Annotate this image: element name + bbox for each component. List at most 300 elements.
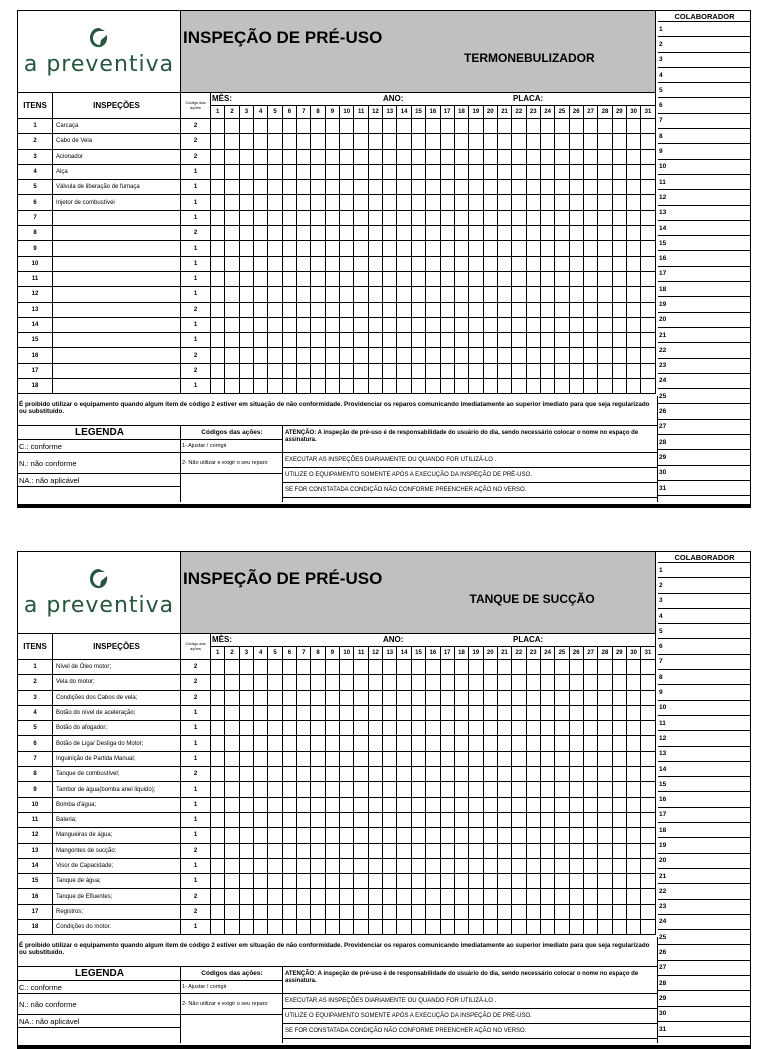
day-check-cell[interactable] [369,798,383,813]
day-check-cell[interactable] [570,706,584,721]
day-check-cell[interactable] [541,675,555,690]
day-check-cell[interactable] [354,675,368,690]
day-check-cell[interactable] [297,257,311,272]
day-check-cell[interactable] [441,226,455,241]
day-check-cell[interactable] [469,165,483,180]
day-check-cell[interactable] [240,859,254,874]
day-check-cell[interactable] [240,348,254,363]
day-check-cell[interactable] [598,828,612,843]
day-check-cell[interactable] [225,287,239,302]
day-check-cell[interactable] [283,844,297,859]
day-check-cell[interactable] [268,798,282,813]
day-check-cell[interactable] [555,119,569,134]
day-check-cell[interactable] [469,844,483,859]
day-check-cell[interactable] [254,798,268,813]
day-check-cell[interactable] [641,180,655,195]
day-check-cell[interactable] [584,706,598,721]
collaborator-signature-row[interactable]: 17 [658,267,751,282]
day-check-cell[interactable] [397,211,411,226]
day-check-cell[interactable] [641,211,655,226]
day-check-cell[interactable] [455,782,469,797]
day-check-cell[interactable] [484,379,498,394]
day-check-cell[interactable] [541,736,555,751]
day-check-cell[interactable] [570,691,584,706]
day-check-cell[interactable] [455,660,469,675]
day-check-cell[interactable] [426,364,440,379]
day-check-cell[interactable] [383,889,397,904]
day-check-cell[interactable] [369,721,383,736]
day-check-cell[interactable] [383,691,397,706]
day-check-cell[interactable] [254,767,268,782]
day-check-cell[interactable] [225,798,239,813]
day-check-cell[interactable] [469,859,483,874]
day-check-cell[interactable] [455,287,469,302]
day-check-cell[interactable] [369,303,383,318]
day-check-cell[interactable] [268,736,282,751]
day-check-cell[interactable] [283,859,297,874]
day-check-cell[interactable] [340,706,354,721]
day-check-cell[interactable] [397,195,411,210]
day-check-cell[interactable] [283,211,297,226]
day-check-cell[interactable] [412,828,426,843]
collaborator-signature-row[interactable]: 30 [658,466,751,481]
day-check-cell[interactable] [641,767,655,782]
day-check-cell[interactable] [354,767,368,782]
collaborator-signature-row[interactable]: 25 [658,389,751,404]
day-check-cell[interactable] [541,150,555,165]
day-check-cell[interactable] [326,736,340,751]
day-check-cell[interactable] [426,134,440,149]
day-check-cell[interactable] [426,119,440,134]
day-check-cell[interactable] [498,675,512,690]
day-check-cell[interactable] [311,134,325,149]
day-check-cell[interactable] [527,241,541,256]
day-check-cell[interactable] [211,150,225,165]
day-check-cell[interactable] [426,675,440,690]
day-check-cell[interactable] [555,660,569,675]
day-check-cell[interactable] [397,364,411,379]
day-check-cell[interactable] [527,706,541,721]
day-check-cell[interactable] [512,691,526,706]
day-check-cell[interactable] [397,165,411,180]
day-check-cell[interactable] [613,706,627,721]
day-check-cell[interactable] [570,226,584,241]
day-check-cell[interactable] [340,134,354,149]
day-check-cell[interactable] [268,303,282,318]
day-check-cell[interactable] [340,889,354,904]
day-check-cell[interactable] [469,675,483,690]
day-check-cell[interactable] [455,905,469,920]
day-check-cell[interactable] [555,844,569,859]
day-check-cell[interactable] [598,844,612,859]
day-check-cell[interactable] [397,318,411,333]
day-check-cell[interactable] [469,691,483,706]
day-check-cell[interactable] [369,272,383,287]
day-check-cell[interactable] [225,752,239,767]
day-check-cell[interactable] [541,119,555,134]
day-check-cell[interactable] [397,813,411,828]
day-check-cell[interactable] [369,782,383,797]
day-check-cell[interactable] [340,767,354,782]
day-check-cell[interactable] [555,889,569,904]
day-check-cell[interactable] [455,828,469,843]
collaborator-signature-row[interactable]: 5 [658,83,751,98]
day-check-cell[interactable] [512,211,526,226]
day-check-cell[interactable] [311,767,325,782]
day-check-cell[interactable] [613,675,627,690]
day-check-cell[interactable] [426,752,440,767]
day-check-cell[interactable] [627,691,641,706]
collaborator-signature-row[interactable]: 19 [658,838,751,853]
day-check-cell[interactable] [555,165,569,180]
day-check-cell[interactable] [254,859,268,874]
day-check-cell[interactable] [484,905,498,920]
collaborator-signature-row[interactable]: 22 [658,884,751,899]
day-check-cell[interactable] [555,180,569,195]
day-check-cell[interactable] [484,180,498,195]
day-check-cell[interactable] [254,379,268,394]
day-check-cell[interactable] [211,226,225,241]
day-check-cell[interactable] [541,211,555,226]
day-check-cell[interactable] [527,721,541,736]
collaborator-signature-row[interactable]: 14 [658,221,751,236]
day-check-cell[interactable] [498,706,512,721]
day-check-cell[interactable] [354,333,368,348]
day-check-cell[interactable] [225,333,239,348]
day-check-cell[interactable] [484,782,498,797]
day-check-cell[interactable] [268,318,282,333]
day-check-cell[interactable] [584,752,598,767]
day-check-cell[interactable] [412,150,426,165]
day-check-cell[interactable] [211,257,225,272]
day-check-cell[interactable] [484,706,498,721]
day-check-cell[interactable] [512,905,526,920]
day-check-cell[interactable] [412,241,426,256]
day-check-cell[interactable] [354,691,368,706]
day-check-cell[interactable] [311,195,325,210]
day-check-cell[interactable] [484,241,498,256]
day-check-cell[interactable] [426,889,440,904]
day-check-cell[interactable] [311,318,325,333]
day-check-cell[interactable] [340,348,354,363]
day-check-cell[interactable] [598,257,612,272]
day-check-cell[interactable] [441,348,455,363]
day-check-cell[interactable] [225,303,239,318]
day-check-cell[interactable] [326,134,340,149]
day-check-cell[interactable] [354,348,368,363]
day-check-cell[interactable] [326,813,340,828]
day-check-cell[interactable] [541,226,555,241]
day-check-cell[interactable] [268,691,282,706]
day-check-cell[interactable] [412,859,426,874]
day-check-cell[interactable] [598,364,612,379]
day-check-cell[interactable] [641,844,655,859]
day-check-cell[interactable] [211,905,225,920]
day-check-cell[interactable] [383,226,397,241]
day-check-cell[interactable] [297,920,311,935]
day-check-cell[interactable] [598,798,612,813]
day-check-cell[interactable] [354,257,368,272]
day-check-cell[interactable] [584,287,598,302]
day-check-cell[interactable] [268,675,282,690]
day-check-cell[interactable] [211,752,225,767]
day-check-cell[interactable] [484,134,498,149]
day-check-cell[interactable] [354,119,368,134]
day-check-cell[interactable] [283,813,297,828]
day-check-cell[interactable] [369,813,383,828]
day-check-cell[interactable] [211,920,225,935]
day-check-cell[interactable] [240,150,254,165]
day-check-cell[interactable] [254,134,268,149]
day-check-cell[interactable] [383,706,397,721]
day-check-cell[interactable] [254,675,268,690]
day-check-cell[interactable] [326,920,340,935]
day-check-cell[interactable] [240,119,254,134]
collaborator-signature-row[interactable]: 4 [658,68,751,83]
day-check-cell[interactable] [283,348,297,363]
day-check-cell[interactable] [211,736,225,751]
day-check-cell[interactable] [469,287,483,302]
day-check-cell[interactable] [254,318,268,333]
day-check-cell[interactable] [641,905,655,920]
day-check-cell[interactable] [254,150,268,165]
day-check-cell[interactable] [541,920,555,935]
day-check-cell[interactable] [412,180,426,195]
day-check-cell[interactable] [254,691,268,706]
day-check-cell[interactable] [311,782,325,797]
day-check-cell[interactable] [397,348,411,363]
day-check-cell[interactable] [211,813,225,828]
day-check-cell[interactable] [240,333,254,348]
day-check-cell[interactable] [240,752,254,767]
day-check-cell[interactable] [584,303,598,318]
day-check-cell[interactable] [426,706,440,721]
day-check-cell[interactable] [641,691,655,706]
day-check-cell[interactable] [555,272,569,287]
day-check-cell[interactable] [441,874,455,889]
day-check-cell[interactable] [297,721,311,736]
day-check-cell[interactable] [598,736,612,751]
day-check-cell[interactable] [283,333,297,348]
day-check-cell[interactable] [369,920,383,935]
collaborator-signature-row[interactable]: 3 [658,53,751,68]
day-check-cell[interactable] [397,889,411,904]
day-check-cell[interactable] [469,180,483,195]
day-check-cell[interactable] [283,767,297,782]
day-check-cell[interactable] [383,272,397,287]
collaborator-signature-row[interactable]: 13 [658,206,751,221]
day-check-cell[interactable] [240,798,254,813]
day-check-cell[interactable] [254,721,268,736]
day-check-cell[interactable] [354,211,368,226]
day-check-cell[interactable] [455,844,469,859]
collaborator-signature-row[interactable]: 24 [658,915,751,930]
day-check-cell[interactable] [441,150,455,165]
day-check-cell[interactable] [570,379,584,394]
day-check-cell[interactable] [598,303,612,318]
day-check-cell[interactable] [641,752,655,767]
day-check-cell[interactable] [354,736,368,751]
day-check-cell[interactable] [627,257,641,272]
day-check-cell[interactable] [512,920,526,935]
day-check-cell[interactable] [527,287,541,302]
collaborator-signature-row[interactable]: 12 [658,731,751,746]
day-check-cell[interactable] [412,767,426,782]
collaborator-signature-row[interactable]: 16 [658,251,751,266]
day-check-cell[interactable] [613,195,627,210]
day-check-cell[interactable] [469,813,483,828]
day-check-cell[interactable] [297,752,311,767]
day-check-cell[interactable] [584,379,598,394]
day-check-cell[interactable] [211,180,225,195]
day-check-cell[interactable] [211,706,225,721]
day-check-cell[interactable] [527,226,541,241]
day-check-cell[interactable] [254,905,268,920]
day-check-cell[interactable] [297,706,311,721]
day-check-cell[interactable] [512,813,526,828]
day-check-cell[interactable] [570,272,584,287]
collaborator-signature-row[interactable]: 31 [658,1022,751,1037]
day-check-cell[interactable] [412,165,426,180]
day-check-cell[interactable] [484,691,498,706]
day-check-cell[interactable] [441,272,455,287]
day-check-cell[interactable] [541,257,555,272]
collaborator-signature-row[interactable]: 30 [658,1007,751,1022]
day-check-cell[interactable] [498,119,512,134]
day-check-cell[interactable] [326,165,340,180]
day-check-cell[interactable] [268,333,282,348]
day-check-cell[interactable] [426,828,440,843]
day-check-cell[interactable] [541,134,555,149]
day-check-cell[interactable] [498,364,512,379]
day-check-cell[interactable] [240,813,254,828]
day-check-cell[interactable] [641,226,655,241]
day-check-cell[interactable] [613,119,627,134]
day-check-cell[interactable] [326,150,340,165]
day-check-cell[interactable] [283,752,297,767]
day-check-cell[interactable] [570,195,584,210]
day-check-cell[interactable] [541,767,555,782]
day-check-cell[interactable] [527,364,541,379]
day-check-cell[interactable] [613,287,627,302]
day-check-cell[interactable] [412,333,426,348]
day-check-cell[interactable] [598,150,612,165]
day-check-cell[interactable] [311,211,325,226]
day-check-cell[interactable] [469,257,483,272]
day-check-cell[interactable] [512,782,526,797]
day-check-cell[interactable] [412,318,426,333]
day-check-cell[interactable] [326,379,340,394]
day-check-cell[interactable] [527,150,541,165]
day-check-cell[interactable] [484,859,498,874]
day-check-cell[interactable] [498,721,512,736]
day-check-cell[interactable] [627,736,641,751]
day-check-cell[interactable] [283,303,297,318]
day-check-cell[interactable] [340,844,354,859]
day-check-cell[interactable] [326,859,340,874]
collaborator-signature-row[interactable]: 19 [658,297,751,312]
day-check-cell[interactable] [326,752,340,767]
day-check-cell[interactable] [512,721,526,736]
day-check-cell[interactable] [555,364,569,379]
day-check-cell[interactable] [412,660,426,675]
day-check-cell[interactable] [326,364,340,379]
day-check-cell[interactable] [527,379,541,394]
collaborator-signature-row[interactable]: 8 [658,129,751,144]
day-check-cell[interactable] [397,150,411,165]
day-check-cell[interactable] [613,211,627,226]
day-check-cell[interactable] [311,920,325,935]
day-check-cell[interactable] [268,195,282,210]
day-check-cell[interactable] [613,752,627,767]
day-check-cell[interactable] [613,905,627,920]
day-check-cell[interactable] [441,287,455,302]
day-check-cell[interactable] [484,675,498,690]
collaborator-signature-row[interactable]: 23 [658,900,751,915]
day-check-cell[interactable] [283,364,297,379]
day-check-cell[interactable] [555,706,569,721]
day-check-cell[interactable] [469,150,483,165]
day-check-cell[interactable] [397,859,411,874]
day-check-cell[interactable] [340,241,354,256]
day-check-cell[interactable] [326,828,340,843]
day-check-cell[interactable] [641,165,655,180]
day-check-cell[interactable] [598,119,612,134]
collaborator-signature-row[interactable]: 9 [658,144,751,159]
day-check-cell[interactable] [512,287,526,302]
day-check-cell[interactable] [326,195,340,210]
day-check-cell[interactable] [584,813,598,828]
day-check-cell[interactable] [211,287,225,302]
day-check-cell[interactable] [225,257,239,272]
day-check-cell[interactable] [254,165,268,180]
day-check-cell[interactable] [598,333,612,348]
day-check-cell[interactable] [211,211,225,226]
day-check-cell[interactable] [613,920,627,935]
collaborator-signature-row[interactable]: 5 [658,624,751,639]
day-check-cell[interactable] [570,180,584,195]
day-check-cell[interactable] [254,874,268,889]
day-check-cell[interactable] [570,211,584,226]
day-check-cell[interactable] [570,889,584,904]
day-check-cell[interactable] [412,752,426,767]
day-check-cell[interactable] [412,736,426,751]
day-check-cell[interactable] [369,859,383,874]
day-check-cell[interactable] [598,660,612,675]
day-check-cell[interactable] [541,272,555,287]
day-check-cell[interactable] [484,150,498,165]
day-check-cell[interactable] [297,828,311,843]
day-check-cell[interactable] [512,226,526,241]
day-check-cell[interactable] [512,303,526,318]
day-check-cell[interactable] [598,675,612,690]
day-check-cell[interactable] [240,287,254,302]
day-check-cell[interactable] [484,828,498,843]
day-check-cell[interactable] [641,318,655,333]
day-check-cell[interactable] [240,767,254,782]
day-check-cell[interactable] [369,318,383,333]
day-check-cell[interactable] [311,905,325,920]
day-check-cell[interactable] [211,379,225,394]
day-check-cell[interactable] [426,287,440,302]
day-check-cell[interactable] [297,150,311,165]
day-check-cell[interactable] [555,691,569,706]
day-check-cell[interactable] [584,195,598,210]
day-check-cell[interactable] [641,813,655,828]
day-check-cell[interactable] [311,828,325,843]
day-check-cell[interactable] [383,150,397,165]
day-check-cell[interactable] [555,798,569,813]
